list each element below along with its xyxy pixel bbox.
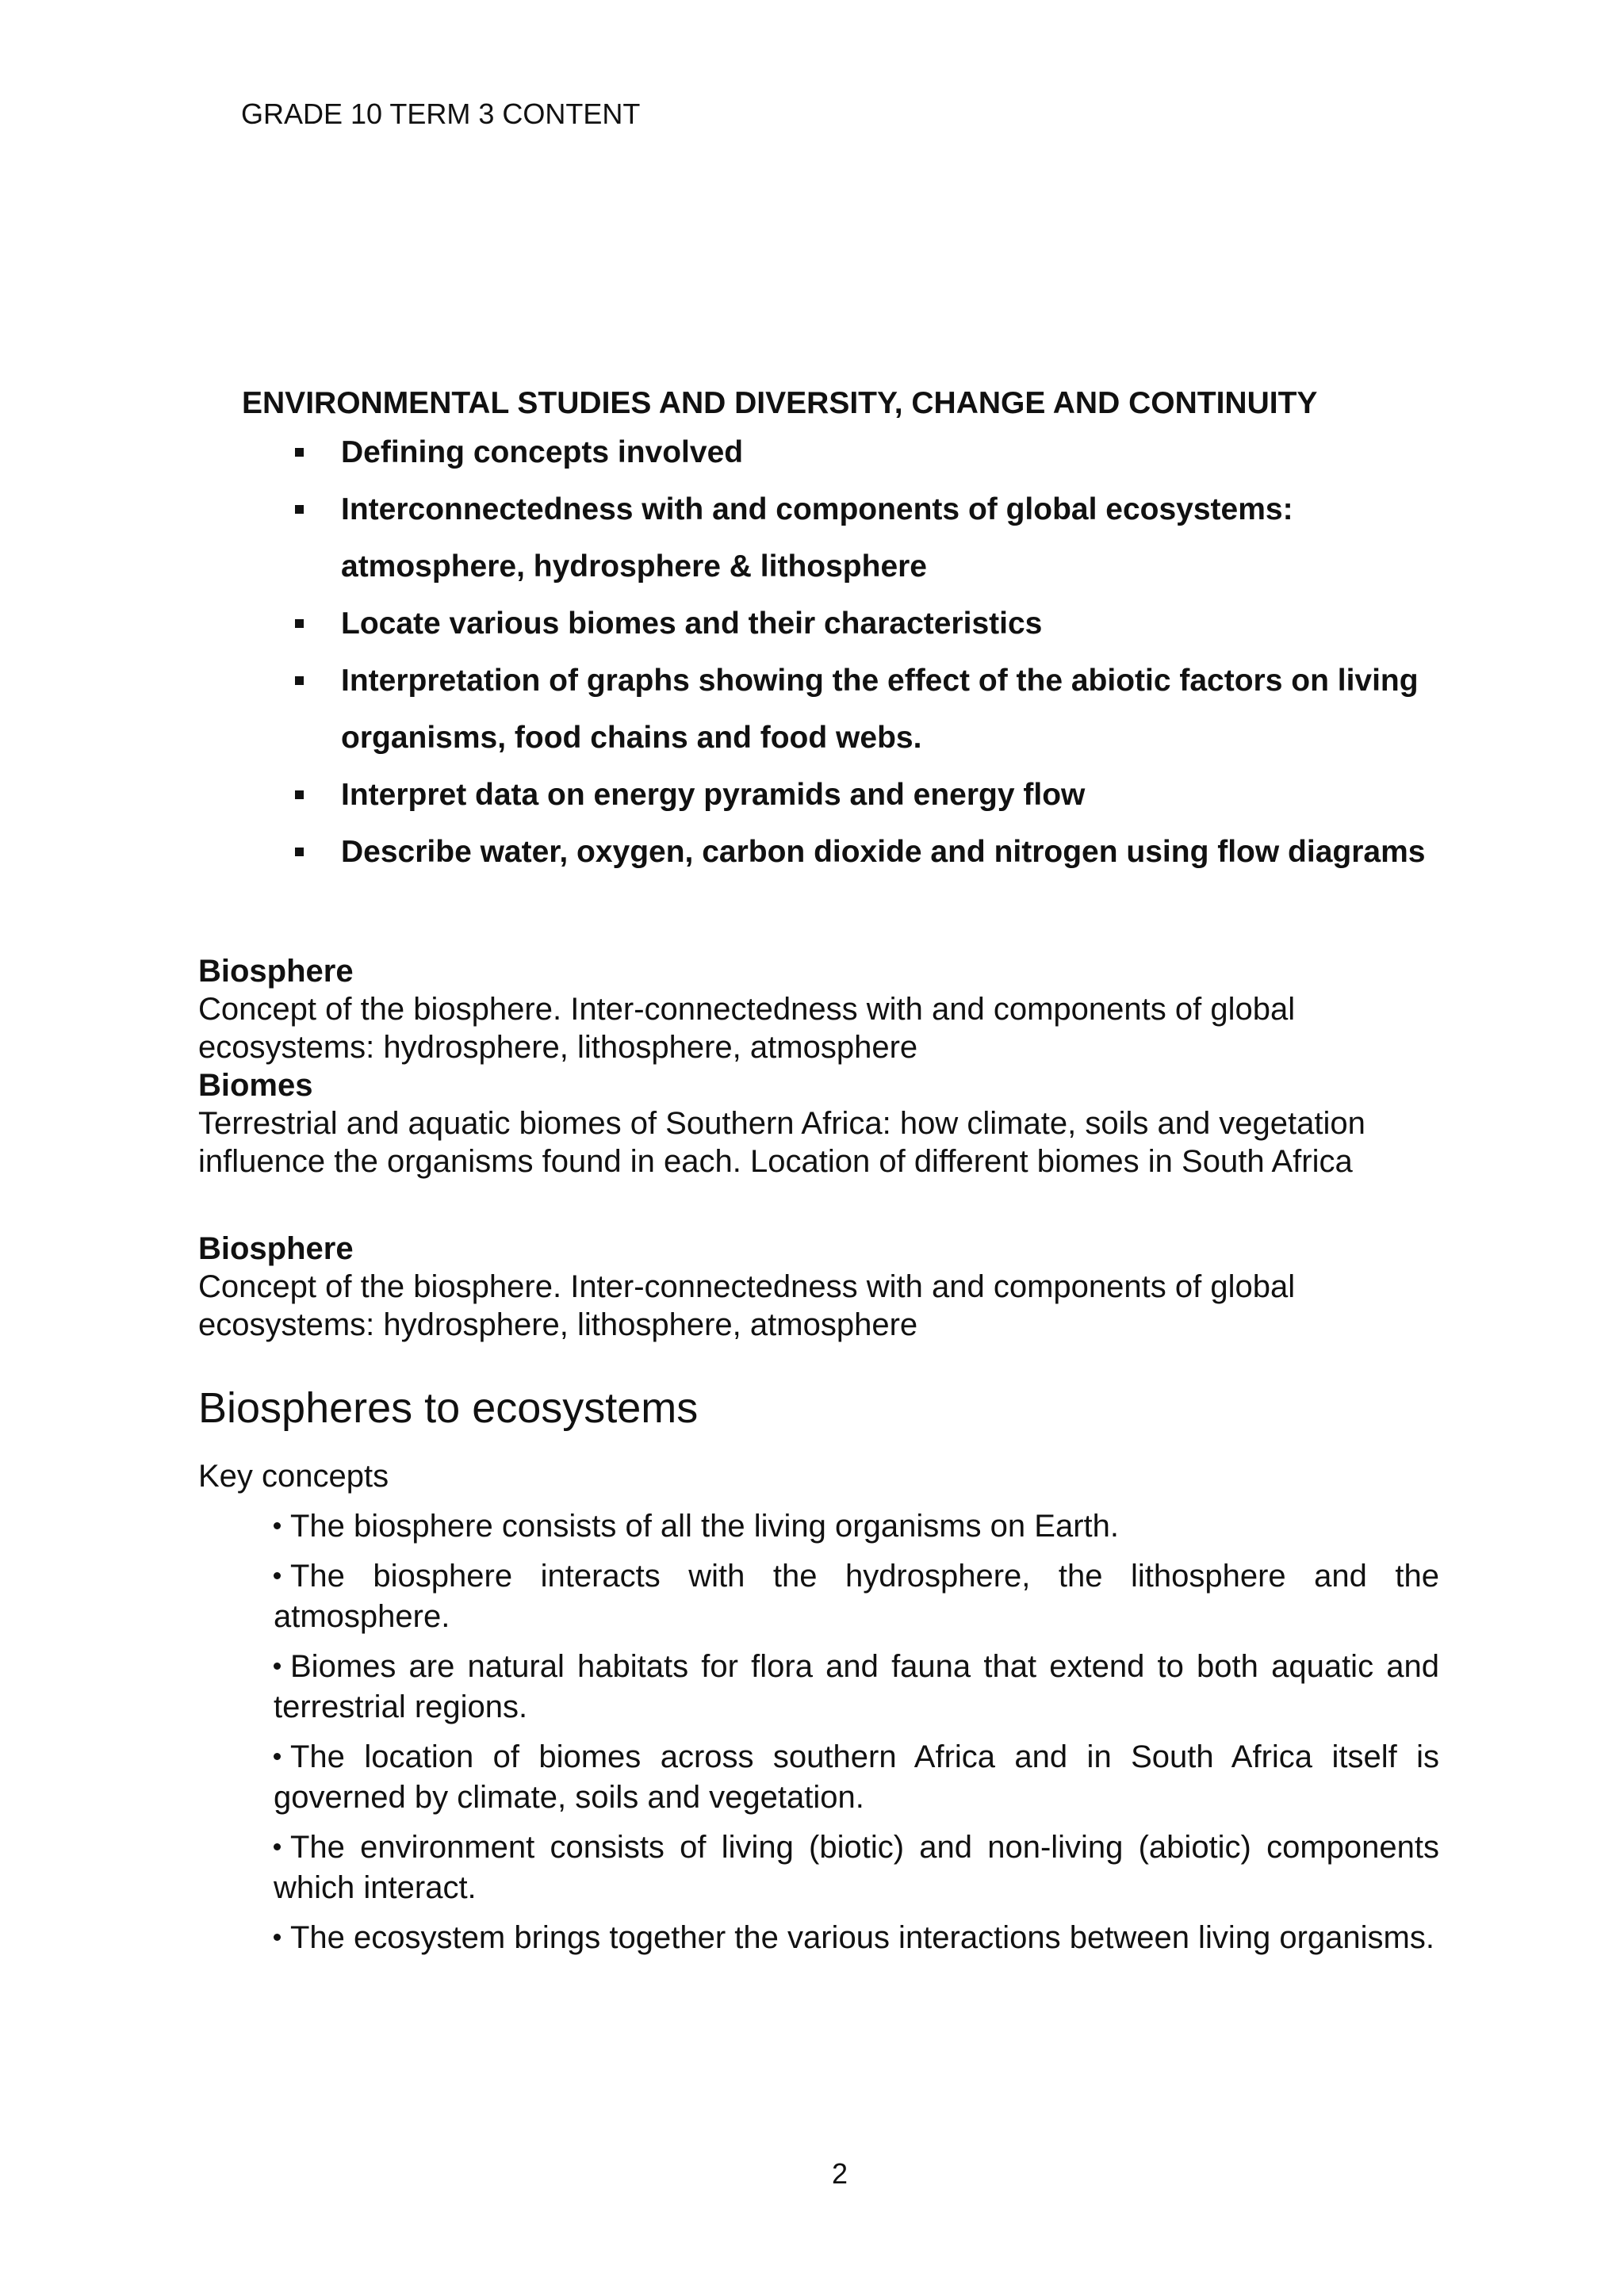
- square-bullet-icon: [295, 790, 304, 799]
- content-block-biosphere-biomes: [198, 952, 1451, 1181]
- bullet-dot-icon: [274, 1572, 281, 1579]
- page-number: 2: [831, 2157, 848, 2190]
- page-header: GRADE 10 TERM 3 CONTENT: [241, 98, 641, 130]
- bullet-dot-icon: [274, 1934, 281, 1941]
- concept-text: The location of biomes across southern Africa and in South Africa itself is governed by climate, soils and vegetation.: [274, 1739, 1439, 1815]
- concept-item: [274, 1556, 1439, 1637]
- square-bullet-icon: [295, 505, 304, 514]
- concept-item: [274, 1737, 1439, 1818]
- objective-item: [341, 481, 1451, 595]
- biosphere-text: Concept of the biosphere. Inter-connectedness with and components of global ecosystems: hydrosphere, lithosphere, atmosphere: [198, 992, 1296, 1065]
- bullet-dot-icon: [274, 1522, 281, 1529]
- objective-text: Locate various biomes and their characteristics: [341, 607, 1043, 641]
- objective-text: Interconnectedness with and components of global ecosystems: atmosphere, hydrosphere & lithosphere: [341, 492, 1293, 584]
- objective-item: [341, 652, 1451, 767]
- objective-text: Interpret data on energy pyramids and energy flow: [341, 778, 1086, 812]
- concept-item: [274, 1647, 1439, 1728]
- objective-item: [341, 767, 1451, 824]
- objective-item: [341, 824, 1451, 881]
- objective-item: [341, 595, 1451, 652]
- biomes-text: Terrestrial and aquatic biomes of Southern Africa: how climate, soils and vegetation influence the organisms found in each. Location of different biomes in South Africa: [198, 1106, 1365, 1179]
- key-concepts-list: [274, 1506, 1439, 1968]
- objective-item: [341, 424, 1451, 481]
- main-heading: ENVIRONMENTAL STUDIES AND DIVERSITY, CHANGE AND CONTINUITY: [242, 386, 1318, 420]
- square-bullet-icon: [295, 619, 304, 628]
- objectives-list: [341, 424, 1451, 881]
- bullet-dot-icon: [274, 1753, 281, 1760]
- bullet-dot-icon: [274, 1663, 281, 1670]
- concept-text: The ecosystem brings together the various interactions between living organisms.: [290, 1920, 1434, 1955]
- concept-item: [274, 1918, 1439, 1958]
- biomes-heading: Biomes: [198, 1068, 313, 1103]
- concept-text: Biomes are natural habitats for flora and fauna that extend to both aquatic and terrestrial regions.: [274, 1649, 1439, 1724]
- concept-item: [274, 1827, 1439, 1908]
- square-bullet-icon: [295, 848, 304, 856]
- biosphere-text-2: Concept of the biosphere. Inter-connectedness with and components of global ecosystems: hydrosphere, lithosphere, atmosphere: [198, 1269, 1296, 1342]
- key-concepts-label: Key concepts: [198, 1459, 389, 1494]
- concept-text: The biosphere interacts with the hydrosphere, the lithosphere and the atmosphere.: [274, 1559, 1439, 1634]
- objective-text: Interpretation of graphs showing the effect of the abiotic factors on living organisms, food chains and food webs.: [341, 664, 1419, 755]
- section-title: Biospheres to ecosystems: [198, 1384, 699, 1432]
- content-block-biosphere: [198, 1230, 1451, 1344]
- objective-text: Describe water, oxygen, carbon dioxide and nitrogen using flow diagrams: [341, 835, 1426, 869]
- concept-item: [274, 1506, 1439, 1547]
- square-bullet-icon: [295, 448, 304, 457]
- square-bullet-icon: [295, 676, 304, 685]
- objective-text: Defining concepts involved: [341, 435, 744, 469]
- concept-text: The environment consists of living (biotic) and non-living (abiotic) components which interact.: [274, 1830, 1439, 1905]
- bullet-dot-icon: [274, 1843, 281, 1850]
- biosphere-heading-2: Biosphere: [198, 1231, 354, 1266]
- concept-text: The biosphere consists of all the living organisms on Earth.: [290, 1509, 1119, 1544]
- biosphere-heading: Biosphere: [198, 954, 354, 989]
